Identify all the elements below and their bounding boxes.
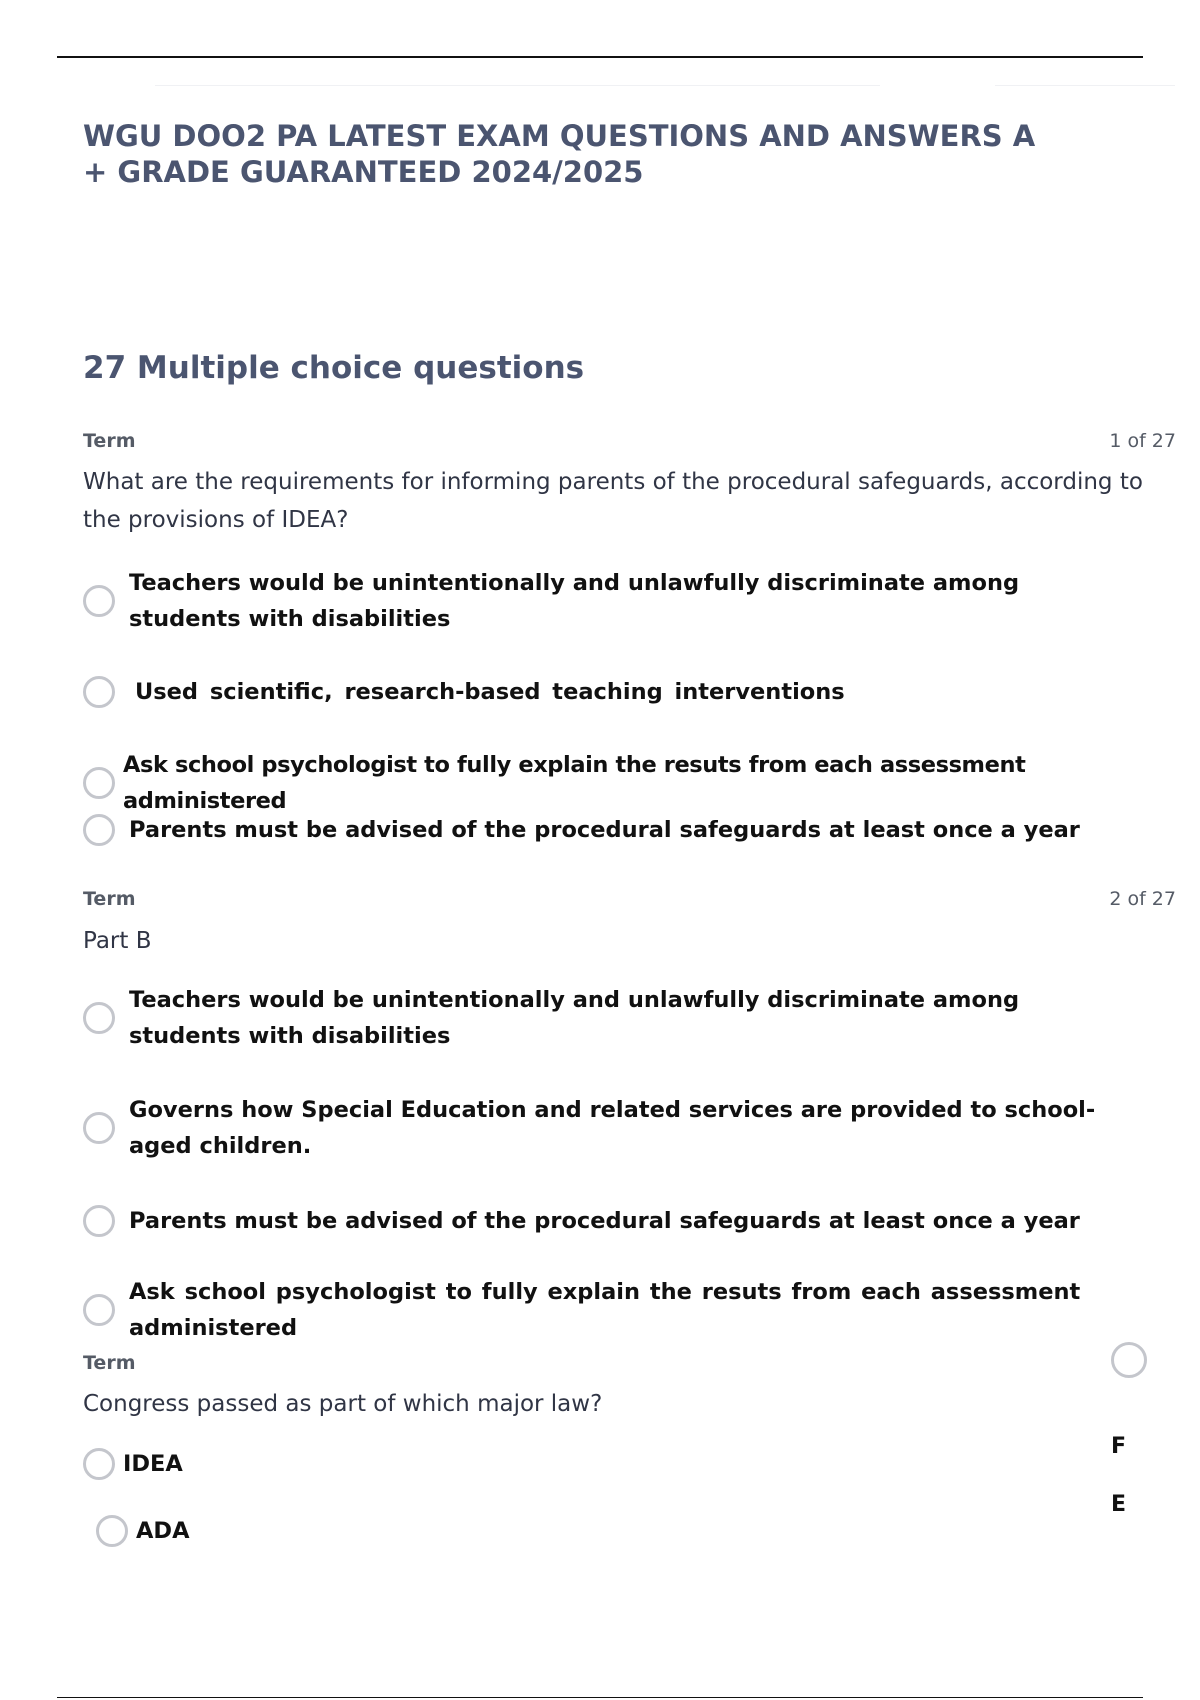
answer-option[interactable] xyxy=(83,812,1123,848)
answer-option[interactable] xyxy=(83,747,1123,819)
radio-button[interactable] xyxy=(83,1205,115,1237)
side-letter: F xyxy=(1111,1434,1127,1459)
answer-option[interactable] xyxy=(96,1513,1136,1549)
question-counter: 2 of 27 xyxy=(1109,888,1176,910)
radio-button[interactable] xyxy=(1111,1342,1147,1378)
radio-button[interactable] xyxy=(83,1448,115,1480)
radio-button[interactable] xyxy=(83,1002,115,1034)
bottom-rule xyxy=(57,1697,1143,1698)
radio-button[interactable] xyxy=(83,1294,115,1326)
answer-option[interactable] xyxy=(83,1203,1123,1239)
answer-option-label: Parents must be advised of the procedural safeguards at least once a year xyxy=(129,1208,1080,1234)
answer-option-label: Governs how Special Education and related services are provided to school-aged children. xyxy=(129,1097,1096,1159)
answer-option-label: Ask school psychologist to fully explain the resuts from each assessment administered xyxy=(123,752,1026,814)
faint-divider xyxy=(155,85,880,86)
radio-button[interactable] xyxy=(83,1112,115,1144)
answer-option[interactable] xyxy=(83,1274,1123,1346)
top-rule xyxy=(57,56,1143,58)
answer-option-label: IDEA xyxy=(123,1451,183,1477)
section-heading: 27 Multiple choice questions xyxy=(83,350,585,386)
radio-button[interactable] xyxy=(83,585,115,617)
answer-option[interactable] xyxy=(83,1092,1123,1164)
question-prompt: What are the requirements for informing parents of the procedural safeguards, according to the provisions of IDEA? xyxy=(83,469,1143,533)
answer-option[interactable] xyxy=(83,1446,1123,1482)
faint-divider xyxy=(995,85,1175,86)
answer-option[interactable] xyxy=(83,674,1123,710)
term-label: Term xyxy=(83,888,136,910)
answer-option-label: Teachers would be unintentionally and unlawfully discriminate among students with disabilities xyxy=(129,570,1020,632)
question-counter: 1 of 27 xyxy=(1109,430,1176,452)
radio-button[interactable] xyxy=(83,767,115,799)
answer-option-label: Teachers would be unintentionally and unlawfully discriminate among students with disabilities xyxy=(129,987,1020,1049)
document-title: WGU DOO2 PA LATEST EXAM QUESTIONS AND ANSWERS A + GRADE GUARANTEED 2024/2025 xyxy=(83,119,1036,189)
answer-option-label: ADA xyxy=(136,1518,190,1544)
side-letter: E xyxy=(1111,1492,1127,1517)
question-prompt: Congress passed as part of which major law? xyxy=(83,1391,603,1417)
answer-option[interactable] xyxy=(83,565,1123,637)
radio-button[interactable] xyxy=(83,676,115,708)
term-label: Term xyxy=(83,1352,136,1374)
radio-button[interactable] xyxy=(83,814,115,846)
answer-option-label: Parents must be advised of the procedural safeguards at least once a year xyxy=(129,817,1080,843)
answer-option-label: Ask school psychologist to fully explain the resuts from each assessment administered xyxy=(129,1279,1081,1341)
answer-option-label: Used scientific, research-based teaching interventions xyxy=(135,679,845,705)
term-label: Term xyxy=(83,430,136,452)
answer-option[interactable] xyxy=(83,982,1123,1054)
radio-button[interactable] xyxy=(96,1515,128,1547)
question-prompt: Part B xyxy=(83,928,152,954)
